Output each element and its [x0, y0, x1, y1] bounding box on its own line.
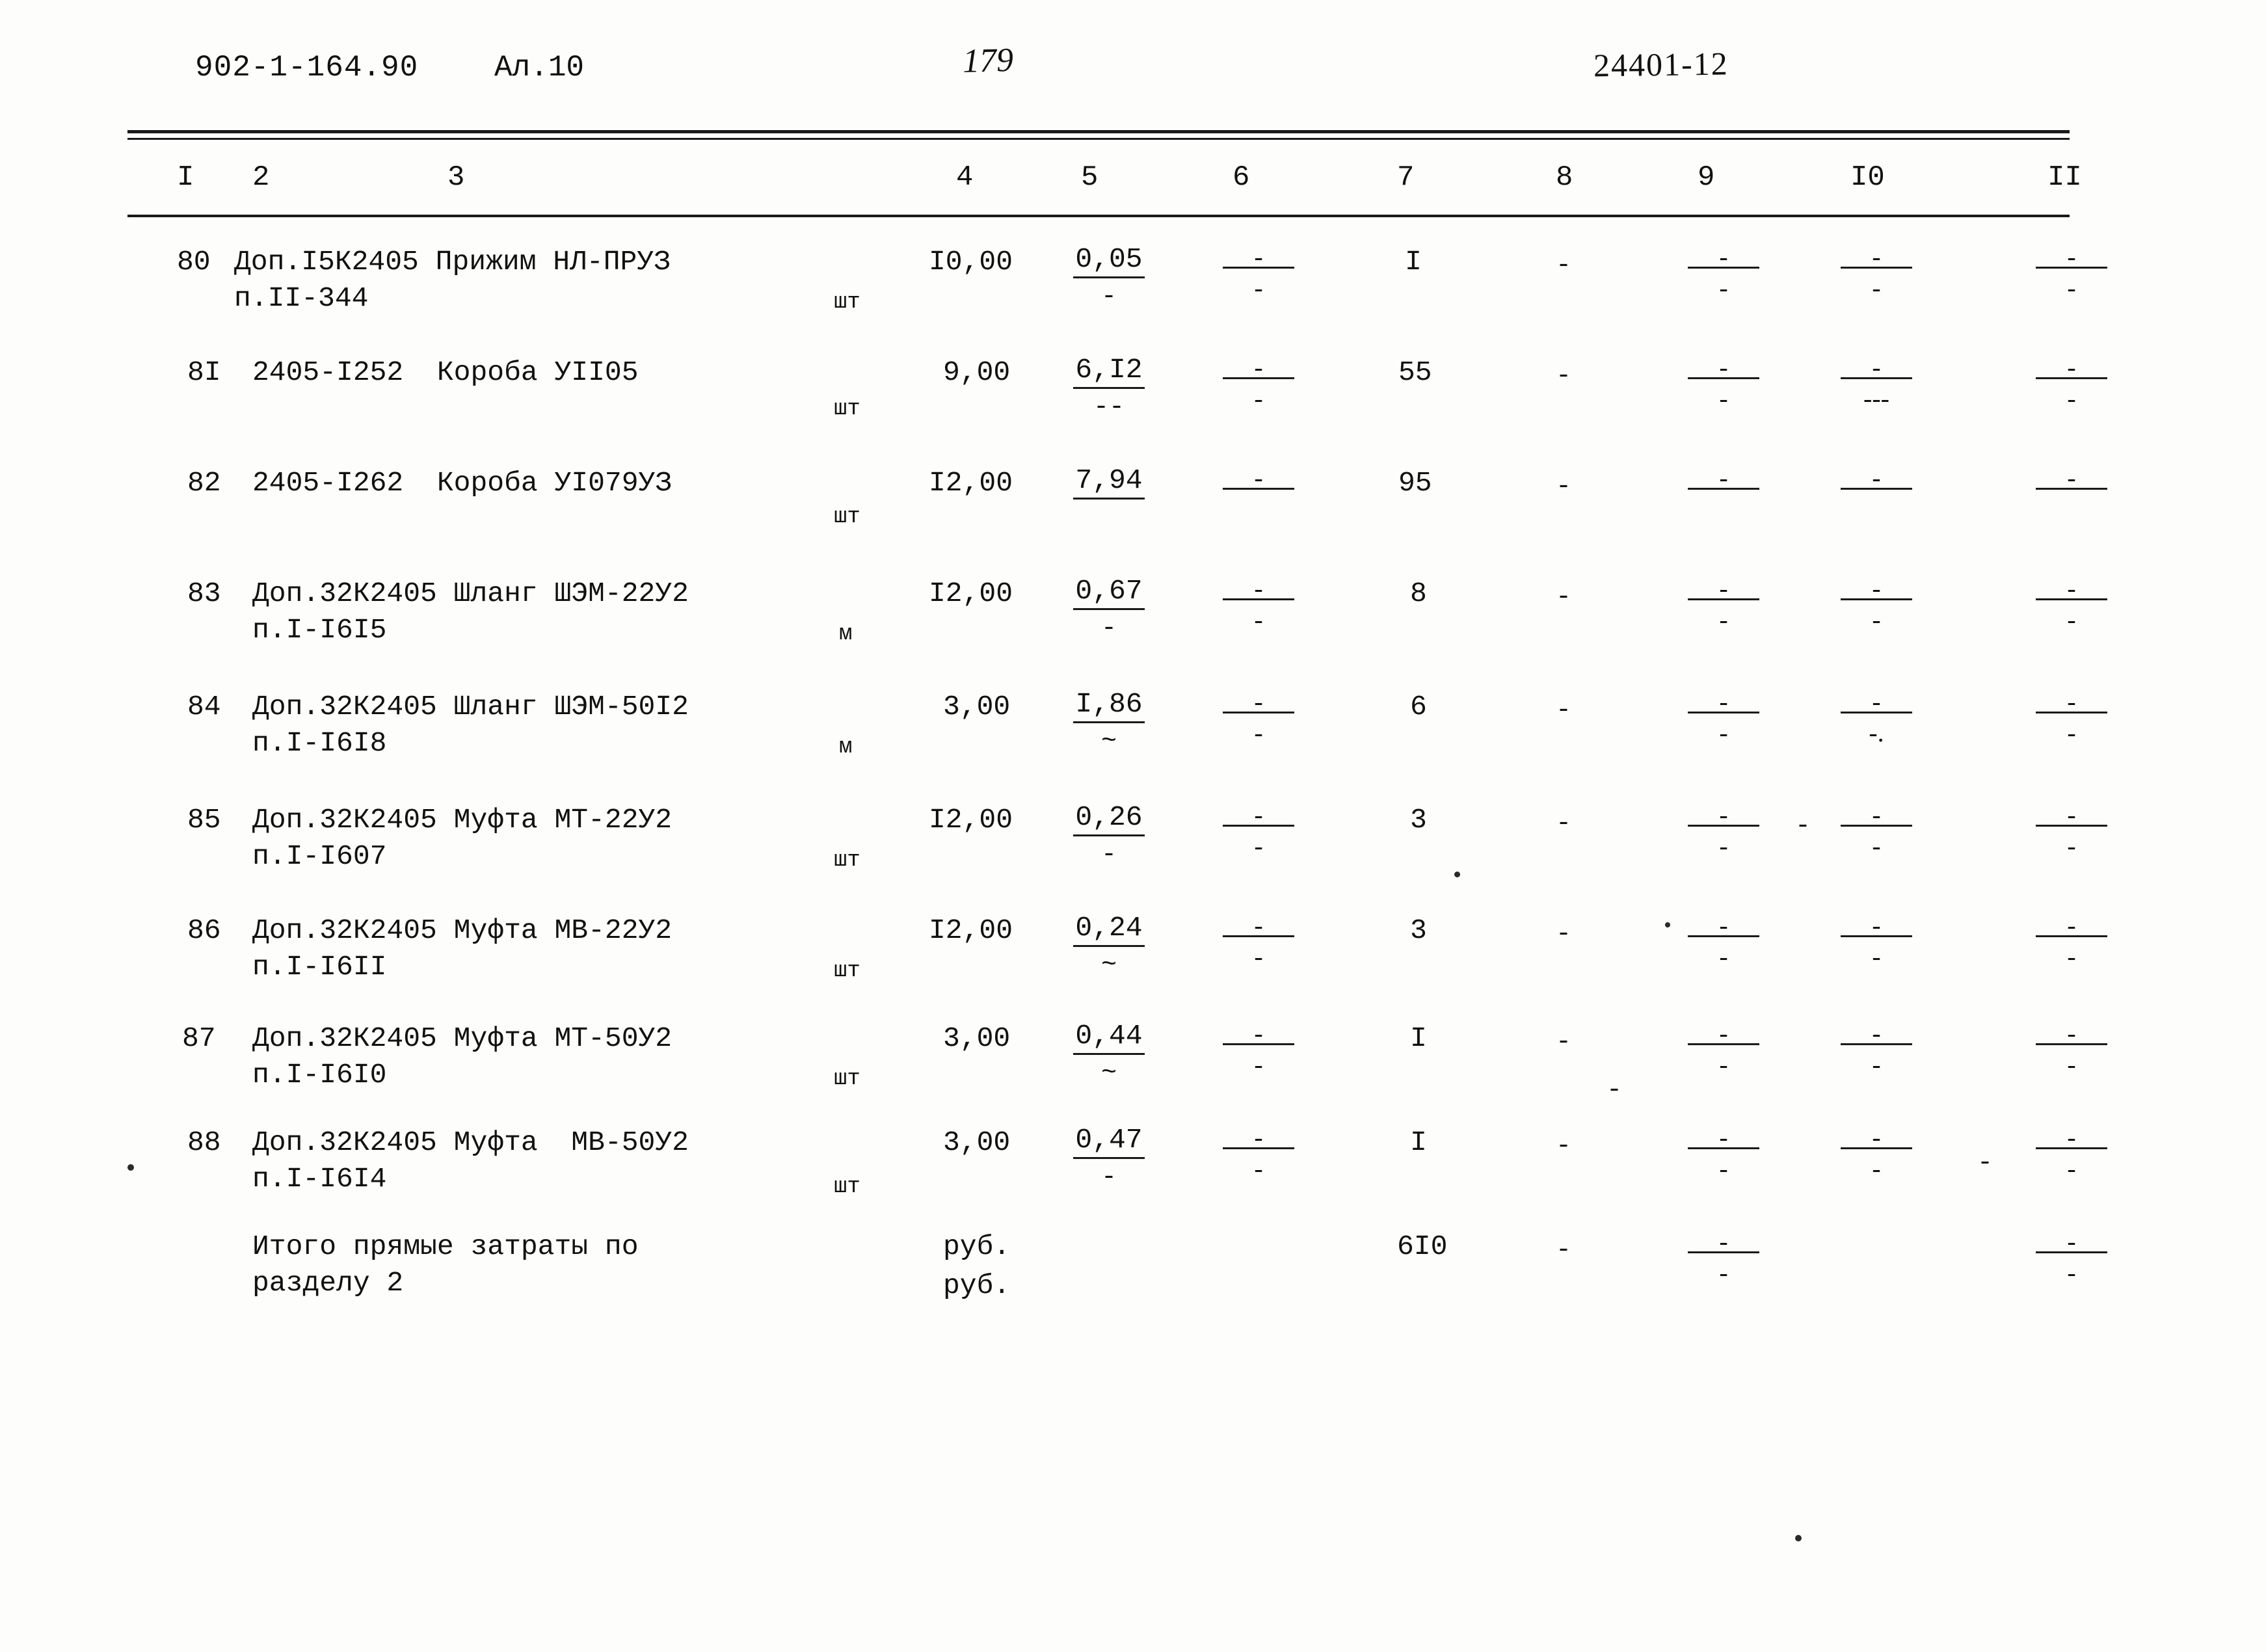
row-col5-bot: - — [1100, 840, 1117, 870]
row-col5-fraction — [1073, 1124, 1145, 1192]
sheet-label: Ал.10 — [494, 51, 585, 85]
row-col10-fraction — [1841, 353, 1912, 413]
row-col5-bot: ~ — [1100, 727, 1117, 756]
row-col9-top: - — [1688, 695, 1759, 713]
row-col10-fraction — [1841, 687, 1912, 747]
row-col9-bot: - — [1719, 942, 1728, 971]
row-col5-top: 7,94 — [1073, 464, 1145, 500]
row-number: 87 — [182, 1022, 216, 1054]
row-unit: шт — [834, 397, 860, 421]
row-description-line1: 2405-I252 Короба УII05 — [252, 356, 639, 388]
row-col10-top: - — [1841, 808, 1912, 827]
row-col11-fraction — [2036, 353, 2107, 413]
page-number: 179 — [962, 41, 1014, 81]
total-col9-top: - — [1688, 1234, 1759, 1253]
row-col5-fraction — [1073, 912, 1145, 980]
total-col7: 6I0 — [1397, 1231, 1448, 1262]
row-col8: - — [1556, 472, 1572, 501]
row-col11-bot: - — [2067, 1050, 2076, 1079]
row-col5-top: 6,I2 — [1073, 354, 1145, 389]
total-col11-fraction — [2036, 1227, 2107, 1287]
row-col8: - — [1556, 583, 1572, 612]
row-col6-bot: - — [1254, 1154, 1263, 1183]
total-col11-top: - — [2036, 1234, 2107, 1253]
row-col9-fraction — [1688, 242, 1759, 302]
row-number: 82 — [187, 467, 221, 499]
column-header-6: 6 — [1233, 161, 1250, 194]
row-quantity: I2,00 — [929, 467, 1013, 499]
row-col9-top: - — [1688, 471, 1759, 490]
row-col9-bot: - — [1719, 831, 1728, 860]
row-col11-bot: - — [2067, 1154, 2076, 1183]
row-quantity: 3,00 — [943, 691, 1011, 723]
total-label-line2: разделу 2 — [252, 1267, 404, 1299]
row-unit: шт — [834, 959, 860, 983]
row-col6-fraction — [1223, 1019, 1294, 1079]
row-quantity: 3,00 — [943, 1126, 1011, 1158]
row-quantity: I0,00 — [929, 246, 1013, 278]
row-col10-top: - — [1841, 918, 1912, 937]
row-col11-bot: - — [2067, 831, 2076, 860]
row-col7: 3 — [1410, 914, 1427, 946]
row-number: 85 — [187, 804, 221, 836]
row-col10-fraction — [1841, 574, 1912, 634]
row-col5-fraction — [1073, 243, 1145, 312]
row-col10-top: - — [1841, 360, 1912, 379]
row-number: 8I — [187, 356, 221, 388]
row-col6-top: - — [1223, 1026, 1294, 1045]
total-label-line1: Итого прямые затраты по — [252, 1231, 639, 1262]
row-col6-fraction — [1223, 353, 1294, 413]
row-col5-top: 0,26 — [1073, 801, 1145, 836]
row-col8-secondary-dash: - — [1606, 1076, 1623, 1105]
row-col7: I — [1410, 1022, 1427, 1054]
row-col6-bot: - — [1254, 273, 1263, 302]
row-description-line1: Доп.32К2405 Муфта МТ-50У2 — [252, 1022, 673, 1054]
row-col6-fraction — [1223, 687, 1294, 747]
row-col9-fraction — [1688, 911, 1759, 971]
row-col7: I — [1410, 1126, 1427, 1158]
total-col9-bot: - — [1719, 1258, 1728, 1287]
row-number: 88 — [187, 1126, 221, 1158]
scan-speck — [127, 1164, 134, 1171]
row-col5-bot: - — [1100, 282, 1117, 312]
row-col6-fraction — [1223, 800, 1294, 860]
row-col9-fraction — [1688, 687, 1759, 747]
row-number: 80 — [177, 246, 211, 278]
row-description-line2: п.I-I6I4 — [252, 1163, 387, 1195]
row-col11-top: - — [2036, 471, 2107, 490]
row-number: 86 — [187, 914, 221, 946]
column-header-1: I — [177, 161, 194, 194]
row-col9-bot: - — [1719, 273, 1728, 302]
row-col11-bot: - — [2067, 718, 2076, 747]
row-col5-fraction — [1073, 354, 1145, 422]
row-col5-fraction — [1073, 688, 1145, 756]
document-code: 902-1-164.90 — [195, 51, 419, 85]
row-col5-bot: -- — [1093, 393, 1125, 422]
row-col9-bot: - — [1719, 1050, 1728, 1079]
row-description-line1: Доп.32К2405 Шланг ШЭМ-50I2 — [252, 691, 689, 723]
row-col11-top: - — [2036, 1026, 2107, 1045]
row-col11-top: - — [2036, 1130, 2107, 1149]
row-unit: шт — [834, 1175, 860, 1199]
column-header-3: 3 — [447, 161, 465, 194]
row-col11-top: - — [2036, 250, 2107, 269]
total-unit-top: руб. — [943, 1231, 1011, 1262]
row-quantity: I2,00 — [929, 914, 1013, 946]
row-col10-fraction — [1841, 800, 1912, 860]
row-col6-top: - — [1223, 471, 1294, 490]
row-col8: - — [1556, 696, 1572, 725]
row-col6-top: - — [1223, 695, 1294, 713]
row-col6-top: - — [1223, 918, 1294, 937]
row-col11-bot: - — [2067, 384, 2076, 413]
row-col6-fraction — [1223, 911, 1294, 971]
row-col7: 3 — [1410, 804, 1427, 836]
row-col10-fraction — [1841, 242, 1912, 302]
row-col6-bot: - — [1254, 831, 1263, 860]
column-header-9: 9 — [1698, 161, 1715, 194]
row-col11-bot: - — [2067, 273, 2076, 302]
row-col9-top: - — [1688, 1130, 1759, 1149]
row-col9-fraction — [1688, 353, 1759, 413]
row-col8: - — [1556, 920, 1572, 949]
row-col9-bot: - — [1719, 1154, 1728, 1183]
row-col10-top: - — [1841, 1026, 1912, 1045]
row-col6-top: - — [1223, 1130, 1294, 1149]
row-quantity: I2,00 — [929, 578, 1013, 609]
row-col8: - — [1556, 809, 1572, 838]
row-col8: - — [1556, 362, 1572, 391]
row-col9-fraction — [1688, 574, 1759, 634]
row-description-line1: Доп.32К2405 Муфта МТ-22У2 — [252, 804, 673, 836]
document-number: 24401-12 — [1593, 45, 1729, 84]
row-col10-extra-dash: - — [1977, 1149, 1993, 1178]
row-unit: шт — [834, 1067, 860, 1091]
row-col9-top: - — [1688, 250, 1759, 269]
row-col10-bot: - — [1872, 605, 1881, 634]
row-col9-top: - — [1688, 581, 1759, 600]
row-col9-fraction — [1688, 463, 1759, 496]
row-col7: 95 — [1398, 467, 1432, 499]
total-col8: - — [1556, 1236, 1572, 1265]
row-unit: шт — [834, 505, 860, 529]
scan-speck — [1665, 922, 1670, 927]
row-col11-bot: - — [2067, 605, 2076, 634]
row-col6-top: - — [1223, 808, 1294, 827]
row-col6-top: - — [1223, 250, 1294, 269]
row-col6-bot: - — [1254, 384, 1263, 413]
row-col11-fraction — [2036, 800, 2107, 860]
row-col9-extra-dash: - — [1795, 812, 1811, 841]
row-description-line2: п.I-I6I8 — [252, 727, 387, 759]
row-col11-fraction — [2036, 463, 2107, 496]
row-col10-fraction — [1841, 463, 1912, 496]
row-col10-bot: - — [1872, 1050, 1881, 1079]
column-header-10: I0 — [1850, 161, 1885, 194]
row-col5-top: 0,24 — [1073, 912, 1145, 947]
row-description-line1: Доп.I5К2405 Прижим НЛ-ПРУЗ — [234, 246, 671, 278]
row-col11-fraction — [2036, 911, 2107, 971]
row-col10-top: - — [1841, 471, 1912, 490]
row-col5-top: 0,44 — [1073, 1020, 1145, 1055]
row-quantity: 9,00 — [943, 356, 1011, 388]
row-col10-top: - — [1841, 695, 1912, 713]
row-col10-bot: --- — [1863, 384, 1889, 413]
column-header-2: 2 — [252, 161, 270, 194]
row-col11-top: - — [2036, 360, 2107, 379]
row-col5-bot: - — [1100, 614, 1117, 643]
row-col6-fraction — [1223, 1123, 1294, 1183]
row-col10-top: - — [1841, 581, 1912, 600]
row-col11-fraction — [2036, 1019, 2107, 1079]
row-col8: - — [1556, 1132, 1572, 1161]
row-description-line1: 2405-I262 Короба УI079УЗ — [252, 467, 673, 499]
column-header-8: 8 — [1556, 161, 1573, 194]
row-col9-top: - — [1688, 808, 1759, 827]
row-col11-top: - — [2036, 918, 2107, 937]
column-header-11: II — [2047, 161, 2082, 194]
row-description-line2: п.I-I6II — [252, 951, 387, 983]
row-description-line1: Доп.32К2405 Муфта МВ-50У2 — [252, 1126, 689, 1158]
row-description-line2: п.II-344 — [234, 282, 369, 314]
row-col11-fraction — [2036, 574, 2107, 634]
row-col6-bot: - — [1254, 605, 1263, 634]
row-col5-fraction — [1073, 575, 1145, 643]
row-col9-fraction — [1688, 1123, 1759, 1183]
row-col5-bot: ~ — [1100, 1059, 1117, 1088]
total-unit-bot: руб. — [943, 1270, 1011, 1301]
row-col10-bot: - — [1872, 1154, 1881, 1183]
row-col9-bot: - — [1719, 384, 1728, 413]
row-col10-fraction — [1841, 1019, 1912, 1079]
row-col11-bot: - — [2067, 942, 2076, 971]
row-col6-bot: - — [1254, 1050, 1263, 1079]
row-col7: 8 — [1410, 578, 1427, 609]
row-col7: 55 — [1398, 356, 1432, 388]
row-col5-top: 0,67 — [1073, 575, 1145, 610]
row-col6-fraction — [1223, 463, 1294, 496]
row-col11-top: - — [2036, 808, 2107, 827]
row-col5-bot: - — [1100, 1163, 1117, 1192]
row-description-line2: п.I-I607 — [252, 840, 387, 872]
row-col10-fraction — [1841, 911, 1912, 971]
row-quantity: I2,00 — [929, 804, 1013, 836]
row-col11-fraction — [2036, 687, 2107, 747]
row-col10-top: - — [1841, 1130, 1912, 1149]
row-description-line2: п.I-I6I0 — [252, 1059, 387, 1091]
row-col10-bot: - — [1872, 942, 1881, 971]
row-col6-top: - — [1223, 581, 1294, 600]
row-unit: шт — [834, 848, 860, 873]
scan-speck — [1795, 1535, 1802, 1541]
row-col8: - — [1556, 1028, 1572, 1057]
row-col10-top: - — [1841, 250, 1912, 269]
row-col5-top: I,86 — [1073, 688, 1145, 723]
row-col6-fraction — [1223, 574, 1294, 634]
row-description-line1: Доп.32К2405 Шланг ШЭМ-22У2 — [252, 578, 689, 609]
row-col10-bot: - — [1872, 831, 1881, 860]
document-header — [195, 41, 2081, 96]
row-col9-top: - — [1688, 1026, 1759, 1045]
row-number: 84 — [187, 691, 221, 723]
table-top-rule-secondary — [127, 138, 2070, 140]
row-col9-fraction — [1688, 1019, 1759, 1079]
row-quantity: 3,00 — [943, 1022, 1011, 1054]
row-col6-top: - — [1223, 360, 1294, 379]
row-col10-fraction — [1841, 1123, 1912, 1183]
row-col10-bot: - — [1872, 273, 1881, 302]
row-number: 83 — [187, 578, 221, 609]
total-col9-fraction — [1688, 1227, 1759, 1287]
row-col11-fraction — [2036, 242, 2107, 302]
row-col7: I — [1405, 246, 1422, 278]
row-col9-top: - — [1688, 360, 1759, 379]
row-col7: 6 — [1410, 691, 1427, 723]
row-unit: м — [839, 622, 853, 646]
total-col11-bot: - — [2067, 1258, 2076, 1287]
row-col11-top: - — [2036, 695, 2107, 713]
row-col5-fraction — [1073, 801, 1145, 870]
row-col11-fraction — [2036, 1123, 2107, 1183]
row-col6-fraction — [1223, 242, 1294, 302]
column-header-5: 5 — [1081, 161, 1099, 194]
scan-speck — [1454, 872, 1460, 877]
row-col9-top: - — [1688, 918, 1759, 937]
row-col5-fraction — [1073, 464, 1145, 503]
row-col6-bot: - — [1254, 942, 1263, 971]
column-header-7: 7 — [1397, 161, 1415, 194]
column-header-4: 4 — [956, 161, 974, 194]
table-top-rule — [127, 130, 2070, 133]
row-col10-bot: -. — [1869, 718, 1884, 747]
table-header-rule — [127, 215, 2070, 217]
row-col9-bot: - — [1719, 605, 1728, 634]
row-unit: шт — [834, 290, 860, 315]
row-col8: - — [1556, 251, 1572, 280]
row-col5-bot: ~ — [1100, 951, 1117, 980]
row-col6-bot: - — [1254, 718, 1263, 747]
row-description-line2: п.I-I6I5 — [252, 614, 387, 646]
row-col5-top: 0,05 — [1073, 243, 1145, 278]
row-unit: м — [839, 735, 853, 760]
row-col9-fraction — [1688, 800, 1759, 860]
row-description-line1: Доп.32К2405 Муфта МВ-22У2 — [252, 914, 673, 946]
row-col5-top: 0,47 — [1073, 1124, 1145, 1159]
row-col9-bot: - — [1719, 718, 1728, 747]
row-col5-fraction — [1073, 1020, 1145, 1088]
row-col11-top: - — [2036, 581, 2107, 600]
